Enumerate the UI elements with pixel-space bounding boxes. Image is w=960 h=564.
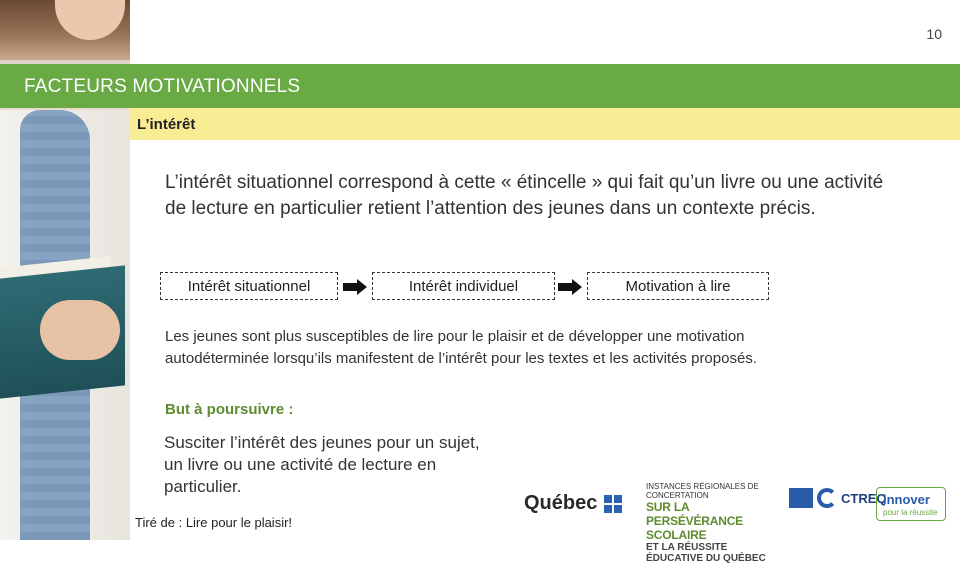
goal-heading: But à poursuivre : [165,401,294,418]
flow-step-reading-motivation: Motivation à lire [587,272,769,300]
fleur-de-lis-flag-icon [604,495,622,513]
ctreq-logo [789,488,887,508]
innover-logo-text: innover [883,492,930,507]
flow-step-individual-interest: Intérêt individuel [372,272,555,300]
innover-logo-tagline: pour la réussite [883,508,938,517]
flow-step-situational-interest: Intérêt situationnel [160,272,338,300]
page-number: 10 [926,26,942,42]
section-title: FACTEURS MOTIVATIONNELS [24,76,301,97]
quebec-logo-text: Québec [524,492,598,514]
ctreq-square-icon [789,488,813,508]
irc-logo-line1: INSTANCES RÉGIONALES DE CONCERTATION [646,482,759,500]
subtitle-bar [130,108,960,140]
ctreq-logo-text: CTREQ [841,490,887,506]
quebec-logo [524,492,622,515]
lead-text: L’intérêt situationnel correspond à cette « étincelle » qui fait qu’un livre ou une activité de lecture en particulier retient l’attention des jeunes dans un contexte précis. [165,172,884,219]
slide-subtitle: L’intérêt [137,116,196,133]
irc-logo-line3: ET LA RÉUSSITE ÉDUCATIVE DU QUÉBEC [646,542,766,564]
section-title-bar [0,64,960,108]
goal-body: Susciter l’intérêt des jeunes pour un sujet, un livre ou une activité de lecture en particulier. [164,433,480,496]
irc-logo-line2: SUR LA PERSÉVÉRANCE SCOLAIRE [646,500,743,542]
right-arrow-icon [558,279,582,295]
irc-perseverance-logo [646,482,768,564]
right-arrow-icon [343,279,367,295]
source-citation: Tiré de : Lire pour le plaisir! [135,515,293,530]
innover-logo [876,487,946,521]
body-paragraph: Les jeunes sont plus susceptibles de lire pour le plaisir et de développer une motivation autodéterminée lorsqu’ils manifestent de l’intérêt pour les textes et les activités proposés. [165,328,757,367]
photo-hand [40,300,120,360]
ctreq-circle-icon [817,488,837,508]
